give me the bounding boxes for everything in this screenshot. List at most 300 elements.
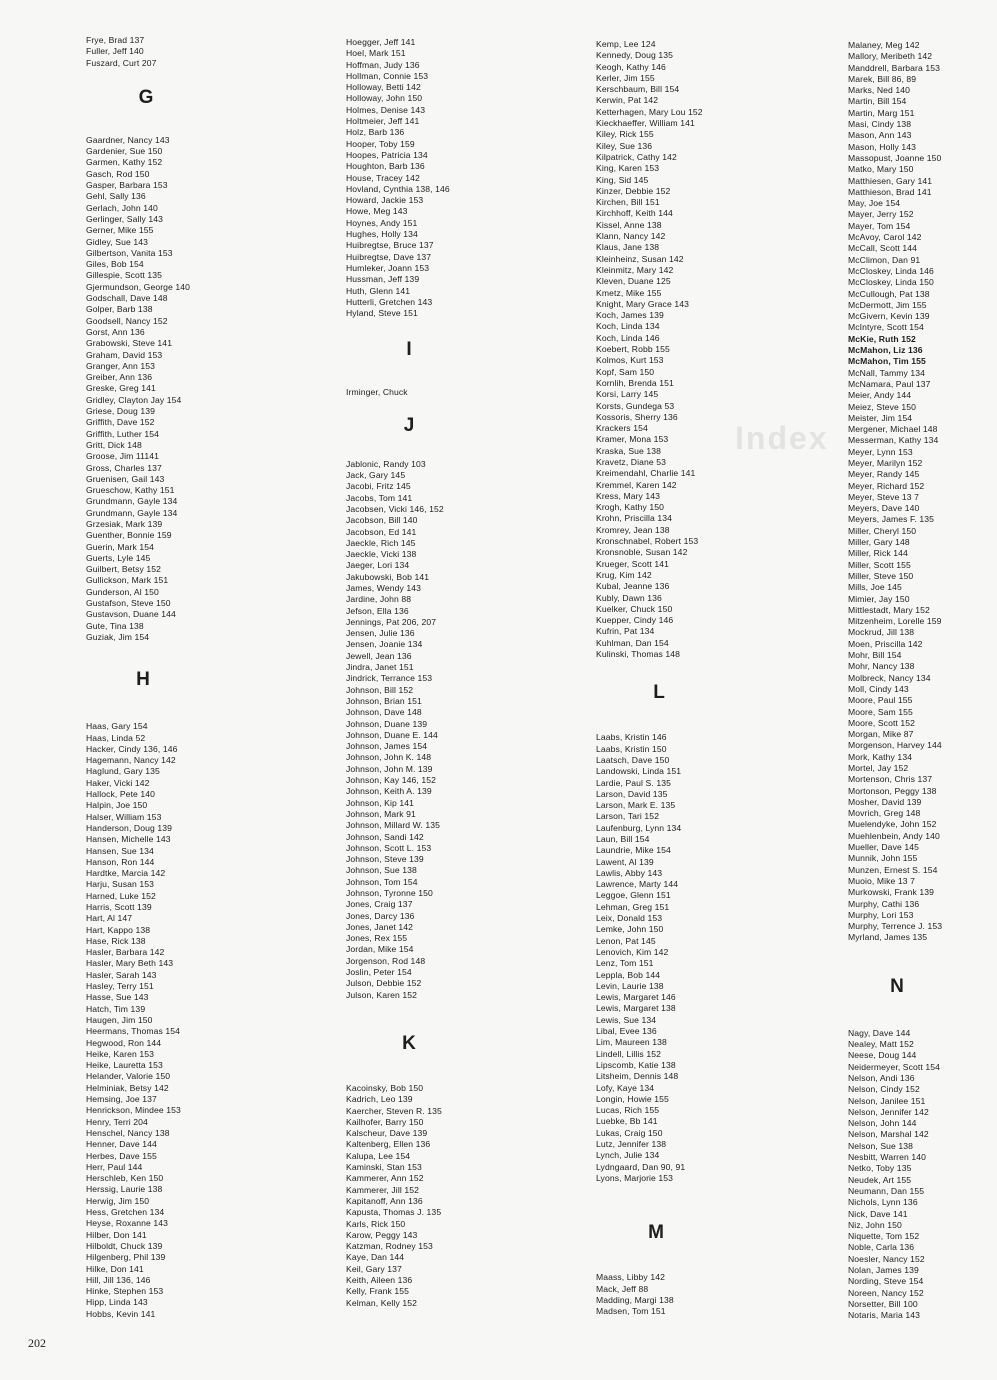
index-entry: Litsheim, Dennis 148 [596, 1071, 679, 1082]
index-entry: Kaercher, Steven R. 135 [346, 1105, 442, 1116]
index-entry: Moen, Priscilla 142 [848, 638, 923, 649]
index-entry: Katzman, Rodney 153 [346, 1241, 433, 1252]
index-entry: Kacoinsky, Bob 150 [346, 1082, 424, 1093]
index-entry: Nelson, Cindy 152 [848, 1084, 920, 1095]
index-entry: Mills, Joe 145 [848, 582, 902, 593]
index-entry: Holtmeier, Jeff 141 [346, 116, 420, 127]
index-entry: Johnson, Sue 138 [346, 865, 417, 876]
index-entry: Nelson, Janilee 151 [848, 1095, 926, 1106]
index-entry: Kalscheur, Dave 139 [346, 1128, 428, 1139]
index-entry: Lewis, Margaret 146 [596, 992, 676, 1003]
index-entry: Gasch, Rod 150 [86, 168, 150, 179]
index-entry: Graham, David 153 [86, 349, 163, 360]
index-entry: Mortenson, Chris 137 [848, 774, 933, 785]
index-entry: Kaye, Dan 144 [346, 1252, 405, 1263]
index-entry: Matko, Mary 150 [848, 164, 914, 175]
index-entry: Jensen, Joanie 134 [346, 639, 423, 650]
index-entry: McClimon, Dan 91 [848, 254, 921, 265]
index-entry: Koch, Linda 134 [596, 321, 660, 332]
index-entry: Munnik, John 155 [848, 853, 918, 864]
index-entry: McCullough, Pat 138 [848, 288, 930, 299]
index-entry: Kulinski, Thomas 148 [596, 649, 681, 660]
index-entry: Kaltenberg, Ellen 136 [346, 1139, 431, 1150]
index-entry: Kolmos, Kurt 153 [596, 355, 664, 366]
index-entry: McIntyre, Scott 154 [848, 322, 924, 333]
index-entry: Murphy, Terrence J. 153 [848, 921, 943, 932]
index-entry: Haugen, Jim 150 [86, 1014, 153, 1025]
index-entry: Krueger, Scott 141 [596, 558, 669, 569]
index-entry: Huth, Glenn 141 [346, 285, 411, 296]
index-entry: Myrland, James 135 [848, 932, 928, 943]
index-entry: Holmes, Denise 143 [346, 104, 426, 115]
index-entry: Gidley, Sue 143 [86, 236, 149, 247]
index-entry: Julson, Karen 152 [346, 989, 417, 1000]
index-entry: Nick, Dave 141 [848, 1208, 908, 1219]
index-entry: Gillespie, Scott 135 [86, 270, 163, 281]
index-entry: Golper, Barb 138 [86, 304, 153, 315]
index-entry: King, Karen 153 [596, 163, 660, 174]
index-entry: Huibregtse, Bruce 137 [346, 240, 434, 251]
index-entry: Holloway, John 150 [346, 93, 423, 104]
index-entry: Meyer, Richard 152 [848, 480, 925, 491]
index-entry: McNamara, Paul 137 [848, 378, 931, 389]
index-entry: Heyse, Roxanne 143 [86, 1218, 169, 1229]
index-entry: Hoffman, Judy 136 [346, 59, 420, 70]
index-entry: Mayer, Tom 154 [848, 220, 911, 231]
index-entry: Lemke, John 150 [596, 924, 664, 935]
index-entry: Netko, Toby 135 [848, 1163, 912, 1174]
index-entry: Keogh, Kathy 146 [596, 61, 666, 72]
index-entry: Hacker, Cindy 136, 146 [86, 743, 178, 754]
section-letter-l: L [653, 682, 665, 704]
index-entry: Jacobs, Tom 141 [346, 492, 413, 503]
index-entry: Griffith, Dave 152 [86, 417, 155, 428]
index-entry: Guerin, Mark 154 [86, 541, 154, 552]
index-entry: Krogh, Kathy 150 [596, 502, 665, 513]
index-entry: Grundmann, Gayle 134 [86, 496, 178, 507]
index-entry: House, Tracey 142 [346, 172, 420, 183]
index-entry: Lawlis, Abby 143 [596, 867, 663, 878]
index-entry: Kinzer, Debbie 152 [596, 185, 671, 196]
index-entry: Murphy, Lori 153 [848, 909, 914, 920]
index-entry: Haas, Gary 154 [86, 721, 148, 732]
index-entry: Kerler, Jim 155 [596, 72, 655, 83]
index-column-4 [848, 40, 997, 1321]
index-entry: Kennedy, Doug 135 [596, 50, 674, 61]
index-entry: Kuelker, Chuck 150 [596, 603, 673, 614]
index-entry: Hemsing, Joe 137 [86, 1094, 157, 1105]
index-entry: Massopust, Joanne 150 [848, 152, 942, 163]
index-entry: Muelendyke, John 152 [848, 819, 937, 830]
index-entry: Gaardner, Nancy 143 [86, 134, 170, 145]
index-entry: McMahon, Tim 155 [848, 356, 926, 367]
index-entry: Keith, Aileen 136 [346, 1275, 413, 1286]
index-entry: McDermott, Jim 155 [848, 299, 927, 310]
index-entry: Munzen, Ernest S. 154 [848, 864, 938, 875]
index-entry: Niquette, Tom 152 [848, 1231, 920, 1242]
index-entry: Gerlach, John 140 [86, 202, 158, 213]
index-entry: McMahon, Liz 136 [848, 345, 923, 356]
section-letter-m: M [648, 1222, 664, 1244]
index-entry: Hussman, Jeff 139 [346, 274, 420, 285]
index-entry: Guilbert, Betsy 152 [86, 564, 161, 575]
index-entry: Neese, Doug 144 [848, 1050, 917, 1061]
index-entry: Hill, Jill 136, 146 [86, 1274, 151, 1285]
index-entry: Molbreck, Nancy 134 [848, 672, 931, 683]
index-entry: Lynch, Julie 134 [596, 1150, 660, 1161]
index-entry: Mohr, Nancy 138 [848, 661, 915, 672]
index-entry: Jack, Gary 145 [346, 470, 406, 481]
index-entry: Kopf, Sam 150 [596, 366, 655, 377]
index-entry: Humleker, Joann 153 [346, 262, 430, 273]
index-entry: Laufenburg, Lynn 134 [596, 822, 682, 833]
index-entry: Matthiesen, Gary 141 [848, 175, 933, 186]
index-entry: Godschall, Dave 148 [86, 293, 168, 304]
index-entry: Hilboldt, Chuck 139 [86, 1240, 163, 1251]
index-entry: Hoynes, Andy 151 [346, 217, 418, 228]
index-entry: Gross, Charles 137 [86, 462, 162, 473]
index-entry: Howe, Meg 143 [346, 206, 408, 217]
index-entry: Lyons, Marjorie 153 [596, 1172, 674, 1183]
index-entry: Hase, Rick 138 [86, 935, 146, 946]
index-entry: Henry, Terri 204 [86, 1116, 148, 1127]
index-entry: Messerman, Kathy 134 [848, 435, 939, 446]
index-entry: Jaeckle, Vicki 138 [346, 549, 417, 560]
index-entry: Johnson, Millard W. 135 [346, 820, 441, 831]
index-entry: Herssig, Laurie 138 [86, 1184, 163, 1195]
index-entry: Kiley, Rick 155 [596, 129, 654, 140]
index-entry: Miller, Scott 155 [848, 559, 911, 570]
index-entry: Larson, Mark E. 135 [596, 800, 676, 811]
index-entry: Lofy, Kaye 134 [596, 1082, 655, 1093]
index-entry: Gjermundson, George 140 [86, 281, 191, 292]
index-entry: Johnson, Kay 146, 152 [346, 775, 437, 786]
index-entry: Kleven, Duane 125 [596, 276, 671, 287]
index-entry: Irminger, Chuck [346, 387, 408, 398]
index-entry: Meyer, Lynn 153 [848, 446, 913, 457]
index-entry: Griffith, Luther 154 [86, 428, 160, 439]
index-entry: Lardie, Paul S. 135 [596, 777, 671, 788]
index-entry: Kreimendahl, Charlie 141 [596, 468, 696, 479]
section-letter-i: I [406, 339, 412, 361]
index-entry: Morgenson, Harvey 144 [848, 740, 942, 751]
index-entry: Kravetz, Diane 53 [596, 456, 667, 467]
index-entry: Johnson, James 154 [346, 741, 428, 752]
index-entry: McKie, Ruth 152 [848, 333, 916, 344]
index-entry: Henrickson, Mindee 153 [86, 1105, 181, 1116]
page-number: 202 [28, 1336, 46, 1350]
index-entry: Halser, William 153 [86, 811, 162, 822]
index-entry: Morgan, Mike 87 [848, 729, 914, 740]
index-entry: Landowski, Linda 151 [596, 766, 682, 777]
index-entry: Jones, Craig 137 [346, 899, 413, 910]
index-entry: Haas, Linda 52 [86, 732, 146, 743]
index-entry: Nording, Steve 154 [848, 1276, 924, 1287]
index-entry: Maass, Libby 142 [596, 1272, 665, 1283]
index-entry: Lindell, Lillis 152 [596, 1048, 661, 1059]
index-entry: Nelson, Jennifer 142 [848, 1106, 929, 1117]
index-entry: Haglund, Gary 135 [86, 766, 160, 777]
index-entry: Laatsch, Dave 150 [596, 754, 670, 765]
index-entry: Meyer, Marilyn 152 [848, 457, 923, 468]
index-entry: Kapusta, Thomas J. 135 [346, 1207, 442, 1218]
index-entry: Laundrie, Mike 154 [596, 845, 671, 856]
index-entry: Moore, Paul 155 [848, 695, 913, 706]
index-entry: Mortel, Jay 152 [848, 763, 909, 773]
index-entry: Grundmann, Gayle 134 [86, 507, 178, 518]
index-entry: Jensen, Julie 136 [346, 628, 415, 639]
index-entry: Handerson, Doug 139 [86, 822, 172, 833]
index-entry: Johnson, John K. 148 [346, 752, 432, 763]
index-entry: Martin, Bill 154 [848, 96, 907, 107]
index-entry: Hobbs, Kevin 141 [86, 1308, 156, 1319]
index-entry: Mergener, Michael 148 [848, 424, 938, 435]
index-entry: Guerts, Lyle 145 [86, 552, 151, 563]
section-letter-h: H [136, 669, 150, 691]
index-entry: Gustavson, Duane 144 [86, 609, 176, 620]
index-entry: Hoel, Mark 151 [346, 48, 406, 59]
index-entry: Meister, Jim 154 [848, 412, 913, 423]
index-entry: Johnson, Tom 154 [346, 876, 418, 887]
index-entry: Hilber, Don 141 [86, 1229, 147, 1240]
index-entry: Gerlinger, Sally 143 [86, 213, 163, 224]
index-entry: Gunderson, Al 150 [86, 586, 159, 597]
index-entry: Kramer, Mona 153 [596, 434, 669, 445]
index-entry: Murkowski, Frank 139 [848, 887, 935, 898]
index-entry: Keil, Gary 137 [346, 1263, 402, 1274]
index-entry: Jewell, Jean 136 [346, 650, 412, 661]
index-entry: Hardtke, Marcia 142 [86, 868, 166, 879]
index-entry: Lutz, Jennifer 138 [596, 1139, 667, 1150]
index-entry: Huibregtse, Dave 137 [346, 251, 432, 262]
index-entry: Kammerer, Ann 152 [346, 1173, 424, 1184]
index-entry: Lawent, Al 139 [596, 856, 654, 867]
index-entry: Koch, Linda 146 [596, 332, 660, 343]
index-entry: Muehlenbein, Andy 140 [848, 830, 940, 841]
index-entry: Gerner, Mike 155 [86, 225, 154, 236]
index-entry: Grabowski, Steve 141 [86, 338, 173, 349]
index-column-1 [86, 35, 236, 1320]
index-entry: Kirchhoff, Keith 144 [596, 208, 673, 219]
index-entry: Hoegger, Jeff 141 [346, 37, 416, 47]
index-entry: Jaeckle, Rich 145 [346, 537, 416, 548]
index-entry: Joslin, Peter 154 [346, 967, 412, 978]
index-entry: Klaus, Jane 138 [596, 242, 660, 253]
index-entry: Larson, David 135 [596, 788, 668, 799]
index-entry: Kerschbaum, Bill 154 [596, 84, 680, 95]
index-entry: Kraska, Sue 138 [596, 445, 662, 456]
index-entry: Gullickson, Mark 151 [86, 575, 169, 586]
index-entry: Heike, Karen 153 [86, 1048, 155, 1059]
index-entry: Kerwin, Pat 142 [596, 95, 659, 106]
index-entry: Klann, Nancy 142 [596, 231, 666, 242]
index-entry: Nagy, Dave 144 [848, 1027, 911, 1038]
index-entry: Neudek, Art 155 [848, 1174, 912, 1185]
index-entry: Jindra, Janet 151 [346, 662, 414, 673]
index-entry: Neumann, Dan 155 [848, 1185, 925, 1196]
index-entry: Kubly, Dawn 136 [596, 592, 662, 603]
index-entry: Grueschow, Kathy 151 [86, 485, 175, 496]
index-entry: Levin, Laurie 138 [596, 980, 664, 991]
index-entry: Kadrich, Leo 139 [346, 1094, 413, 1105]
index-entry: Gehl, Sally 136 [86, 191, 146, 202]
index-entry: Hasse, Sue 143 [86, 992, 149, 1003]
index-entry: Kieckhaeffer, William 141 [596, 118, 695, 129]
index-entry: Kossoris, Sherry 136 [596, 411, 678, 422]
index-entry: Murphy, Cathi 136 [848, 898, 920, 909]
index-entry: Noesler, Nancy 152 [848, 1253, 925, 1264]
index-entry: Meyer, Randy 145 [848, 469, 920, 480]
index-entry: Mallory, Meribeth 142 [848, 51, 933, 62]
index-entry: Lehman, Greg 151 [596, 901, 670, 912]
index-entry: Harju, Susan 153 [86, 879, 155, 890]
index-entry: Jaeger, Lori 134 [346, 560, 410, 571]
index-entry: Gardenier, Sue 150 [86, 146, 163, 157]
index-entry: Julson, Debbie 152 [346, 978, 422, 989]
index-entry: Helander, Valorie 150 [86, 1071, 171, 1082]
index-entry: McCloskey, Linda 150 [848, 277, 934, 288]
index-entry: Mosher, David 139 [848, 796, 922, 807]
index-entry: Kornlih, Brenda 151 [596, 377, 674, 388]
index-entry: Hasler, Mary Beth 143 [86, 958, 174, 969]
index-entry: Johnson, Duane E. 144 [346, 729, 438, 740]
index-entry: Johnson, Tyronne 150 [346, 888, 433, 898]
index-entry: Hess, Gretchen 134 [86, 1207, 165, 1218]
index-entry: Meyer, Steve 13 7 [848, 491, 919, 502]
index-entry: Lewis, Margaret 138 [596, 1003, 676, 1014]
index-entry: Kemp, Lee 124 [596, 39, 656, 49]
index-entry: Holz, Barb 136 [346, 127, 405, 138]
index-entry: Muoio, Mike 13 7 [848, 875, 916, 886]
index-entry: Karow, Peggy 143 [346, 1229, 418, 1240]
index-entry: Kelman, Kelly 152 [346, 1297, 417, 1308]
index-entry: Herschleb, Ken 150 [86, 1173, 164, 1184]
index-entry: Longin, Howie 155 [596, 1093, 669, 1104]
index-entry: Jones, Rex 155 [346, 933, 408, 944]
index-entry: Kuepper, Cindy 146 [596, 615, 674, 626]
index-entry: Heermans, Thomas 154 [86, 1026, 181, 1037]
index-entry: Johnson, Sandi 142 [346, 831, 424, 842]
index-entry: Mockrud, Jill 138 [848, 627, 915, 638]
index-entry: Mason, Holly 143 [848, 141, 916, 152]
index-entry: Karls, Rick 150 [346, 1218, 406, 1229]
index-entry: Johnson, Bill 152 [346, 684, 414, 695]
index-entry: Meier, Andy 144 [848, 390, 912, 401]
index-entry: Mason, Ann 143 [848, 130, 912, 141]
index-entry: Gute, Tina 138 [86, 620, 144, 631]
index-entry: Krackers 154 [596, 423, 648, 434]
index-entry: Kiley, Sue 136 [596, 140, 653, 151]
index-entry: Jorgenson, Rod 148 [346, 955, 426, 966]
index-entry: Laun, Bill 154 [596, 834, 650, 844]
index-entry: Laabs, Kristin 146 [596, 732, 667, 743]
index-entry: Hart, Kappo 138 [86, 924, 151, 935]
index-entry: Harned, Luke 152 [86, 890, 156, 901]
index-entry: Johnson, Keith A. 139 [346, 786, 432, 797]
index-entry: Gruenisen, Gail 143 [86, 473, 165, 484]
index-entry: Jacobson, Bill 140 [346, 515, 418, 526]
index-entry: Larson, Tari 152 [596, 811, 660, 822]
index-entry: Neidermeyer, Scott 154 [848, 1061, 941, 1072]
index-entry: Grzesiak, Mark 139 [86, 518, 163, 529]
index-entry: Lydngaard, Dan 90, 91 [596, 1161, 686, 1172]
index-entry: Guziak, Jim 154 [86, 631, 150, 642]
index-entry: Hasler, Barbara 142 [86, 947, 165, 958]
index-entry: Hilgenberg, Phil 139 [86, 1252, 166, 1263]
index-entry: Hasley, Terry 151 [86, 981, 154, 992]
index-entry: Hasler, Sarah 143 [86, 969, 157, 980]
index-entry: Kammerer, Jill 152 [346, 1184, 419, 1195]
index-entry: Nichols, Lynn 136 [848, 1197, 918, 1208]
index-entry: Greske, Greg 141 [86, 383, 156, 394]
index-entry: Gustafson, Steve 150 [86, 598, 171, 609]
index-entry: Johnson, John M. 139 [346, 763, 433, 774]
index-entry: Helminiak, Betsy 142 [86, 1082, 169, 1093]
index-entry: Johnson, Mark 91 [346, 808, 416, 819]
index-entry: Malaney, Meg 142 [848, 40, 920, 50]
index-entry: Jacobi, Fritz 145 [346, 481, 411, 492]
index-entry: Kromrey, Jean 138 [596, 524, 670, 535]
index-entry: Nesbitt, Warren 140 [848, 1152, 927, 1163]
index-entry: Hegwood, Ron 144 [86, 1037, 162, 1048]
index-entry: Gasper, Barbara 153 [86, 180, 168, 191]
index-entry: Nelson, Marshal 142 [848, 1129, 929, 1140]
index-entry: Lewis, Sue 134 [596, 1014, 657, 1025]
index-entry: Mimier, Jay 150 [848, 593, 910, 604]
index-entry: Kissel, Anne 138 [596, 219, 662, 230]
index-entry: Kapitanoff, Ann 136 [346, 1195, 423, 1206]
index-entry: Mortonson, Peggy 138 [848, 785, 937, 796]
index-entry: Kaminski, Stan 153 [346, 1162, 422, 1173]
index-entry: Fuszard, Curt 207 [86, 57, 157, 68]
index-entry: Lenz, Tom 151 [596, 958, 654, 969]
index-entry: Gritt, Dick 148 [86, 439, 142, 450]
index-entry: Jacobson, Ed 141 [346, 526, 417, 537]
index-entry: Gorst, Ann 136 [86, 326, 145, 337]
index-entry: Miller, Rick 144 [848, 548, 908, 559]
index-entry: Nealey, Matt 152 [848, 1039, 914, 1050]
index-entry: Griese, Doug 139 [86, 406, 155, 417]
section-letter-j: J [403, 414, 415, 436]
index-entry: Meiez, Steve 150 [848, 401, 916, 412]
index-entry: Mittlestadt, Mary 152 [848, 604, 930, 615]
index-entry: Hansen, Michelle 143 [86, 834, 171, 845]
index-entry: Jefson, Ella 136 [346, 605, 409, 616]
index-entry: Mueller, Dave 145 [848, 842, 919, 853]
section-letter-k: K [402, 1032, 416, 1054]
index-entry: Laabs, Kristin 150 [596, 743, 667, 754]
index-entry: Kirchen, Bill 151 [596, 197, 660, 208]
index-entry: Hilke, Don 141 [86, 1263, 144, 1274]
index-entry: Heike, Lauretta 153 [86, 1060, 163, 1071]
index-entry: Kufrin, Pat 134 [596, 626, 655, 637]
index-entry: Krug, Kim 142 [596, 569, 652, 580]
index-entry: Fuller, Jeff 140 [86, 46, 144, 57]
index-entry: Henner, Dave 144 [86, 1139, 157, 1150]
index-entry: Houghton, Barb 136 [346, 161, 425, 172]
index-entry: Nelson, Sue 138 [848, 1140, 914, 1151]
index-entry: May, Joe 154 [848, 198, 901, 209]
index-entry: Martin, Marg 151 [848, 107, 915, 118]
index-entry: Herr, Paul 144 [86, 1161, 143, 1172]
index-entry: Hallock, Pete 140 [86, 789, 156, 800]
index-entry: Nelson, John 144 [848, 1118, 917, 1129]
index-entry: Jardine, John 88 [346, 594, 412, 605]
index-entry: Gridley, Clayton Jay 154 [86, 394, 182, 405]
index-entry: McGivern, Kevin 139 [848, 311, 930, 322]
index-entry: Madsen, Tom 151 [596, 1306, 666, 1317]
index-entry: Leggoe, Glenn 151 [596, 890, 671, 901]
